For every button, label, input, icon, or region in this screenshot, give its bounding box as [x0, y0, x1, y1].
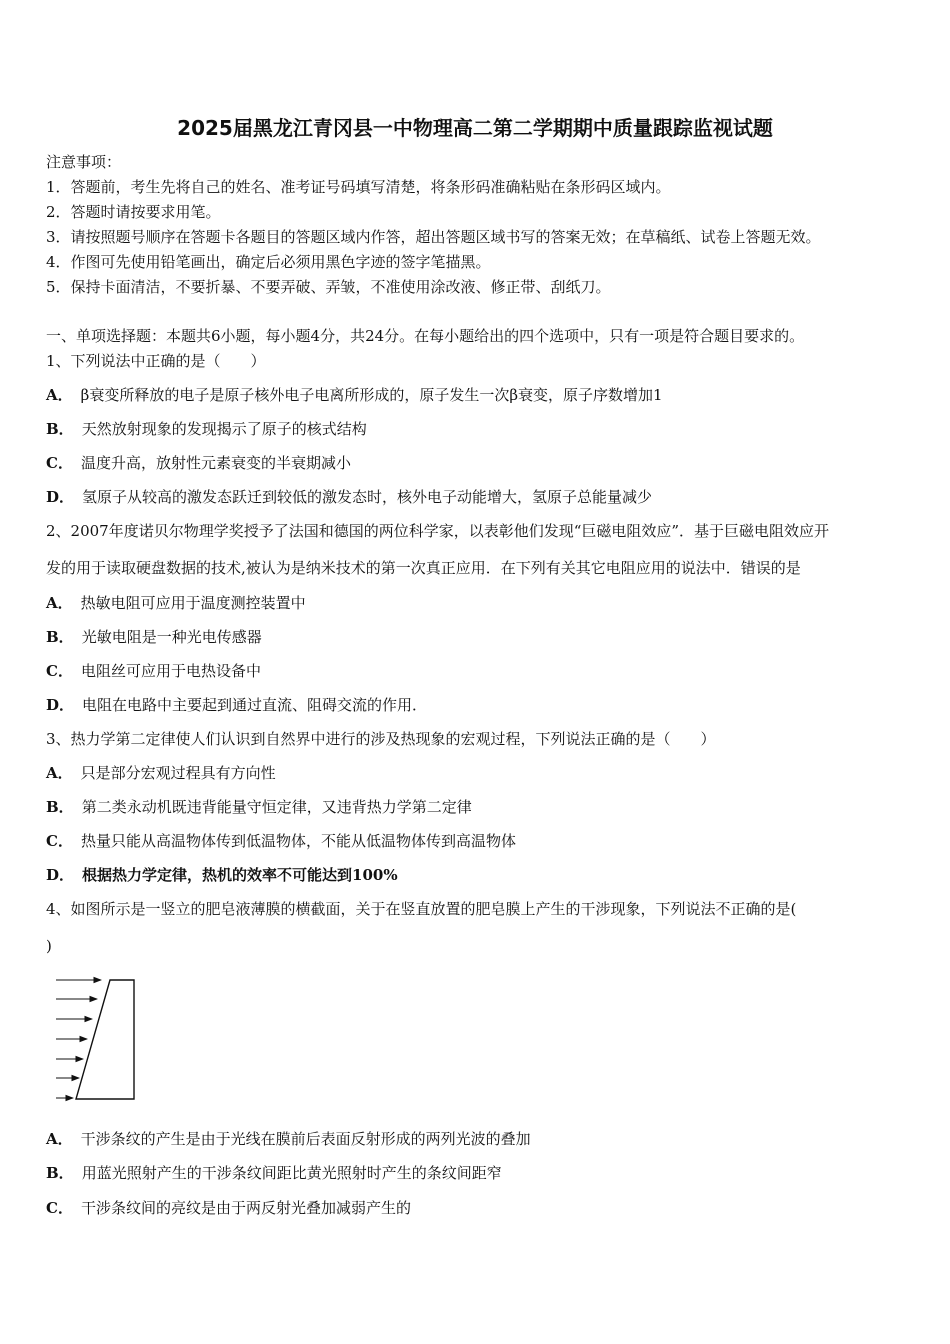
- question-4-stem-cont: ): [46, 937, 52, 955]
- q3-option-b: B． 第二类永动机既违背能量守恒定律，又违背热力学第二定律: [46, 798, 472, 816]
- notice-item: 2．答题时请按要求用笔。: [46, 203, 221, 221]
- question-1-stem: 1、下列说法中正确的是（ ）: [46, 352, 266, 370]
- notice-item: 1．答题前，考生先将自己的姓名、准考证号码填写清楚，将条形码准确粘贴在条形码区域内。: [46, 178, 671, 196]
- question-2-stem-cont: 发的用于读取硬盘数据的技术,被认为是纳米技术的第一次真正应用．在下列有关其它电阻应用的说法中．错误的是: [46, 559, 801, 577]
- section-heading: 一、单项选择题：本题共6小题，每小题4分，共24分。在每小题给出的四个选项中，只有一项是符合题目要求的。: [46, 327, 805, 345]
- q1-option-b: B． 天然放射现象的发现揭示了原子的核式结构: [46, 420, 367, 438]
- q4-option-b: B． 用蓝光照射产生的干涉条纹间距比黄光照射时产生的条纹间距窄: [46, 1164, 502, 1182]
- q4-option-c: C． 干涉条纹间的亮纹是由于两反射光叠加减弱产生的: [46, 1199, 411, 1217]
- q2-option-c: C． 电阻丝可应用于电热设备中: [46, 662, 261, 680]
- notice-item: 4．作图可先使用铅笔画出，确定后必须用黑色字迹的签字笔描黑。: [46, 253, 491, 271]
- page-title: 2025届黑龙江青冈县一中物理高二第二学期期中质量跟踪监视试题: [177, 116, 773, 140]
- notice-item: 5．保持卡面清洁，不要折暴、不要弄破、弄皱，不准使用涂改液、修正带、刮纸刀。: [46, 278, 611, 296]
- q1-option-a: A． β衰变所释放的电子是原子核外电子电离所形成的，原子发生一次β衰变，原子序数增加1: [46, 386, 663, 404]
- q1-option-d: D． 氢原子从较高的激发态跃迁到较低的激发态时，核外电子动能增大，氢原子总能量减少: [46, 488, 653, 506]
- question-2-stem: 2、2007年度诺贝尔物理学奖授予了法国和德国的两位科学家，以表彰他们发现“巨磁电阻效应”．基于巨磁电阻效应开: [46, 522, 830, 540]
- q2-option-d: D． 电阻在电路中主要起到通过直流、阻碍交流的作用．: [46, 696, 428, 714]
- q3-option-d: D． 根据热力学定律，热机的效率不可能达到100%: [46, 866, 398, 884]
- q3-option-c: C． 热量只能从高温物体传到低温物体，不能从低温物体传到高温物体: [46, 832, 516, 850]
- q4-option-a: A． 干涉条纹的产生是由于光线在膜前后表面反射形成的两列光波的叠加: [46, 1130, 531, 1148]
- q1-option-c: C． 温度升高，放射性元素衰变的半衰期减小: [46, 454, 351, 472]
- q2-option-a: A． 热敏电阻可应用于温度测控装置中: [46, 594, 306, 612]
- notice-item: 3．请按照题号顺序在答题卡各题目的答题区域内作答，超出答题区域书写的答案无效；在草稿纸、试卷上答题无效。: [46, 228, 821, 246]
- q3-option-a: A． 只是部分宏观过程具有方向性: [46, 764, 276, 782]
- soap-film-figure: [50, 972, 146, 1107]
- q2-option-b: B． 光敏电阻是一种光电传感器: [46, 628, 262, 646]
- notice-heading: 注意事项：: [46, 153, 122, 171]
- question-4-stem: 4、如图所示是一竖立的肥皂液薄膜的横截面，关于在竖直放置的肥皂膜上产生的干涉现象，下列说法不正确的是(: [46, 900, 797, 918]
- question-3-stem: 3、热力学第二定律使人们认识到自然界中进行的涉及热现象的宏观过程，下列说法正确的是（ ）: [46, 730, 716, 748]
